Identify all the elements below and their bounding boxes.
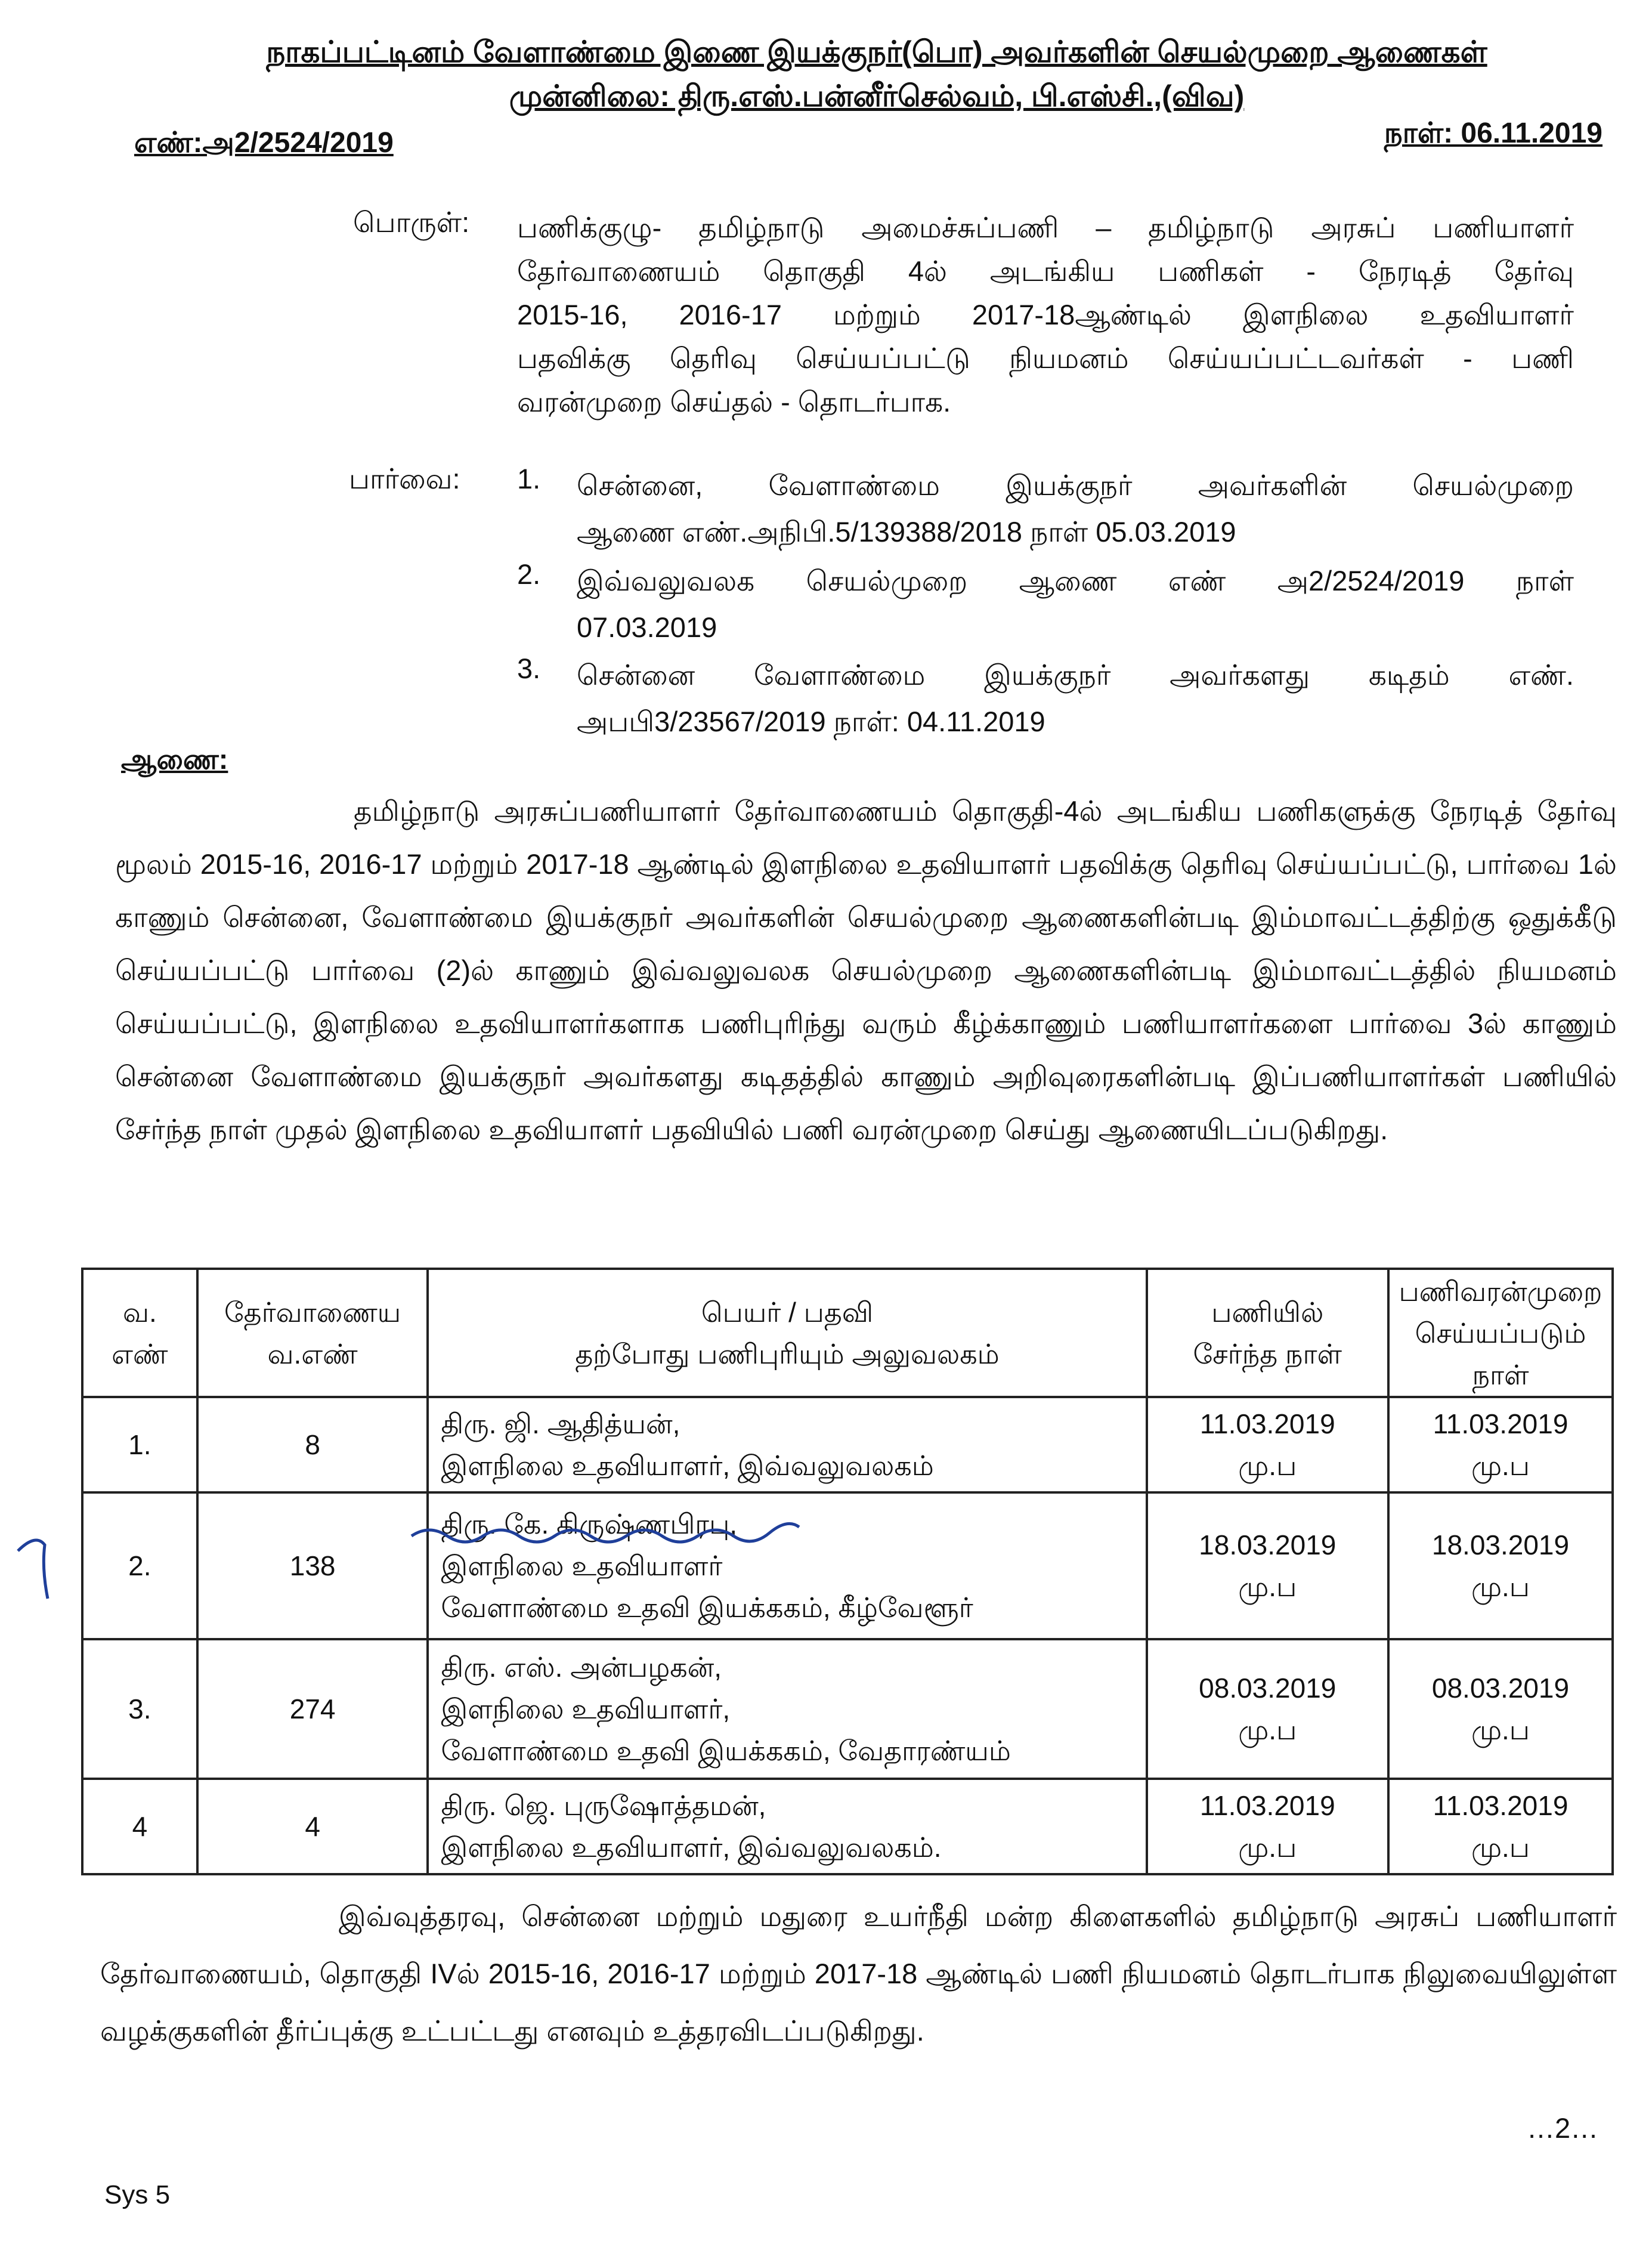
cell-joined: 11.03.2019 மு.ப bbox=[1147, 1779, 1388, 1874]
reference-line: 07.03.2019 bbox=[577, 611, 717, 643]
references-label: பார்வை: bbox=[349, 463, 460, 494]
cell-name: திரு. எஸ். அன்பழகன், இளநிலை உதவியாளர், வேளாண்மை உதவி இயக்ககம், வேதாரண்யம் bbox=[428, 1639, 1146, 1779]
header-sno: வ. எண் bbox=[82, 1269, 197, 1397]
cell-sno: 1. bbox=[82, 1397, 197, 1492]
subject-text bbox=[517, 206, 1574, 424]
closing-paragraph-block bbox=[100, 1888, 1617, 2060]
cell-joined: 11.03.2019 மு.ப bbox=[1147, 1397, 1388, 1492]
cell-name: திரு. ஜி. ஆதித்யன், இளநிலை உதவியாளர், இவ்வலுவலகம் bbox=[428, 1397, 1146, 1492]
cell-regularised: 08.03.2019 மு.ப bbox=[1388, 1639, 1613, 1779]
header-regularised: பணிவரன்முறை செய்யப்படும் நாள் bbox=[1388, 1269, 1613, 1397]
reference-item bbox=[517, 558, 1574, 653]
subject-line: வரன்முறை செய்தல் - தொடர்பாக. bbox=[517, 386, 951, 418]
reference-line: அபபி3/23567/2019 நாள்: 04.11.2019 bbox=[577, 706, 1045, 737]
subject-label: பொருள்: bbox=[353, 206, 470, 238]
cell-sno: 4 bbox=[82, 1779, 197, 1874]
table-row bbox=[82, 1639, 1613, 1779]
footer-code: Sys 5 bbox=[104, 2180, 171, 2209]
page-continuation: …2… bbox=[1527, 2112, 1599, 2144]
order-number: எண்:அ2/2524/2019 bbox=[134, 127, 394, 159]
subject-line: 2015-16, 2016-17 மற்றும் 2017-18ஆண்டில் இளநிலை உதவியாளர் bbox=[517, 299, 1574, 330]
cell-sno: 3. bbox=[82, 1639, 197, 1779]
cell-tnpsc-no: 274 bbox=[197, 1639, 428, 1779]
order-body bbox=[115, 784, 1617, 1156]
reference-line: இவ்வலுவலக செயல்முறை ஆணை எண் அ2/2524/2019 நாள் bbox=[577, 565, 1574, 596]
order-paragraph: தமிழ்நாடு அரசுப்பணியாளர் தேர்வாணையம் தொகுதி-4ல் அடங்கிய பணிகளுக்கு நேரடித் தேர்வு மூலம் 2015-16, 2016-17 மற்றும் 2017-18 ஆண்டில் இளநிலை உதவியாளர் பதவிக்கு தெரிவு செய்யப்பட்டு, பார்வை 1ல் காணும் சென்னை, வேளாண்மை இயக்குநர் அவர்களின் செயல்முறை ஆணைகளின்படி இம்மாவட்டத்திற்கு ஒதுக்கீடு செய்யப்பட்டு பார்வை (2)ல் காணும் இவ்வலுவலக செயல்முறை ஆணைகளின்படி இம்மாவட்டத்தில் நியமனம் செய்யப்பட்டு, இளநிலை உதவியாளர்களாக பணிபுரிந்து வரும் கீழ்க்காணும் பணியாளர்களை பார்வை 3ல் காணும் சென்னை வேளாண்மை இயக்குநர் அவர்களது கடிதத்தில் காணும் அறிவுரைகளின்படி இப்பணியாளர்கள் பணியில் சேர்ந்த நாள் முதல் இளநிலை உதவியாளர் பதவியில் பணி வரன்முறை செய்து ஆணையிடப்படுகிறது. bbox=[115, 795, 1617, 1145]
reference-number: 3. bbox=[517, 653, 541, 684]
presence-line: முன்னிலை: திரு.எஸ்.பன்னீர்செல்வம், பி.எஸ்சி.,(விவ) bbox=[509, 79, 1245, 113]
reference-number: 2. bbox=[517, 558, 541, 590]
subject-line: பணிக்குழு- தமிழ்நாடு அமைச்சுப்பணி – தமிழ்நாடு அரசுப் பணியாளர் bbox=[517, 212, 1574, 243]
order-title: நாகப்பட்டினம் வேளாண்மை இணை இயக்குநர்(பொ) அவர்களின் செயல்முறை ஆணைகள் bbox=[266, 35, 1487, 69]
cell-name: திரு. ஜெ. புருஷோத்தமன், இளநிலை உதவியாளர், இவ்வலுவலகம். bbox=[428, 1779, 1146, 1874]
order-date: நாள்: 06.11.2019 bbox=[1384, 118, 1602, 149]
reference-number: 1. bbox=[517, 463, 541, 494]
reference-line: சென்னை வேளாண்மை இயக்குநர் அவர்களது கடிதம் எண். bbox=[577, 659, 1574, 691]
cell-sno: 2. bbox=[82, 1492, 197, 1639]
reference-item bbox=[517, 652, 1574, 747]
header-name: பெயர் / பதவி தற்போது பணிபுரியும் அலுவலகம் bbox=[428, 1269, 1146, 1397]
cell-joined: 18.03.2019 மு.ப bbox=[1147, 1492, 1388, 1639]
header-tnpsc-no: தேர்வாணைய வ.எண் bbox=[197, 1269, 428, 1397]
cell-regularised: 18.03.2019 மு.ப bbox=[1388, 1492, 1613, 1639]
cell-tnpsc-no: 8 bbox=[197, 1397, 428, 1492]
cell-name: திரு. கே. கிருஷ்ணபிரபு, இளநிலை உதவியாளர் வேளாண்மை உதவி இயக்ககம், கீழ்வேளூர் bbox=[428, 1492, 1146, 1639]
subject-line: பதவிக்கு தெரிவு செய்யப்பட்டு நியமனம் செய்யப்பட்டவர்கள் - பணி bbox=[517, 342, 1574, 374]
subject-line: தேர்வாணையம் தொகுதி 4ல் அடங்கிய பணிகள் - நேரடித் தேர்வு bbox=[517, 255, 1574, 287]
table-header-row bbox=[82, 1269, 1613, 1397]
header-joined: பணியில் சேர்ந்த நாள் bbox=[1147, 1269, 1388, 1397]
table-row bbox=[82, 1397, 1613, 1492]
cell-regularised: 11.03.2019 மு.ப bbox=[1388, 1397, 1613, 1492]
reference-line: ஆணை எண்.அநிபி.5/139388/2018 நாள் 05.03.2019 bbox=[577, 516, 1236, 548]
cell-joined: 08.03.2019 மு.ப bbox=[1147, 1639, 1388, 1779]
cell-tnpsc-no: 4 bbox=[197, 1779, 428, 1874]
table-row bbox=[82, 1779, 1613, 1874]
closing-paragraph: இவ்வுத்தரவு, சென்னை மற்றும் மதுரை உயர்நீதி மன்ற கிளைகளில் தமிழ்நாடு அரசுப் பணியாளர் தேர்வாணையம், தொகுதி IVல் 2015-16, 2016-17 மற்றும் 2017-18 ஆண்டில் பணி நியமனம் தொடர்பாக நிலுவையிலுள்ள வழக்குகளின் தீர்ப்புக்கு உட்பட்டது எனவும் உத்தரவிடப்படுகிறது. bbox=[100, 1900, 1617, 2047]
reference-item bbox=[517, 462, 1574, 558]
reference-line: சென்னை, வேளாண்மை இயக்குநர் அவர்களின் செயல்முறை bbox=[577, 469, 1574, 501]
order-label: ஆணை: bbox=[121, 743, 228, 775]
cell-regularised: 11.03.2019 மு.ப bbox=[1388, 1779, 1613, 1874]
pen-annotation-icon bbox=[0, 1479, 895, 1611]
cell-tnpsc-no: 138 bbox=[197, 1492, 428, 1639]
